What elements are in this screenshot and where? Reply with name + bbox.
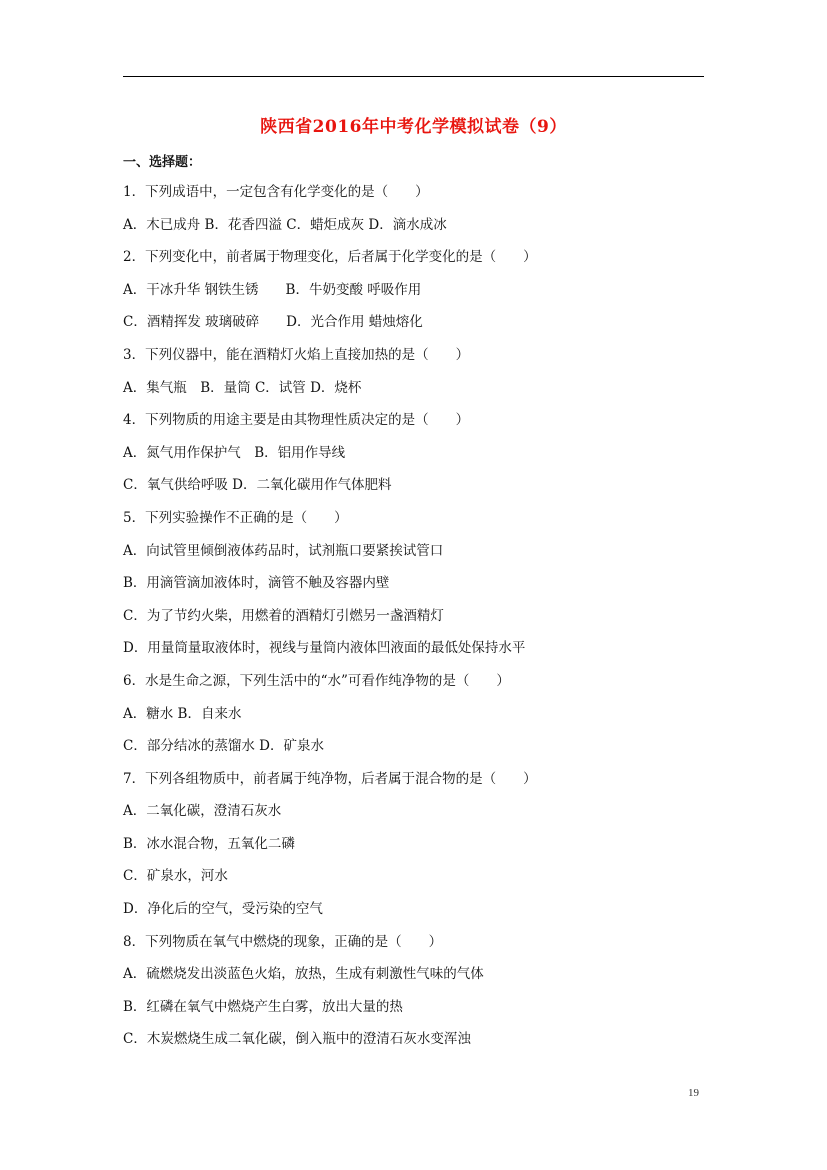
- option-line: A．木已成舟 B．花香四溢 C．蜡炬成灰 D．滴水成冰: [123, 216, 447, 233]
- page-title: 陕西省2016年中考化学模拟试卷（9）: [260, 117, 567, 137]
- option-line: C．为了节约火柴，用燃着的酒精灯引燃另一盏酒精灯: [123, 607, 444, 624]
- option-line: A．氮气用作保护气 B．铝用作导线: [123, 444, 346, 461]
- option-line: C．部分结冰的蒸馏水 D．矿泉水: [123, 738, 324, 755]
- option-line: A．糖水 B．自来水: [123, 705, 242, 722]
- option-line: C．矿泉水，河水: [123, 868, 228, 885]
- option-line: A．向试管里倾倒液体药品时，试剂瓶口要紧挨试管口: [123, 542, 444, 559]
- option-line: B．冰水混合物，五氧化二磷: [123, 835, 295, 852]
- section-heading: 一、选择题：: [123, 155, 202, 170]
- question-line: 6．水是生命之源，下列生活中的“水”可看作纯净物的是（ ）: [123, 672, 510, 689]
- question-line: 1．下列成语中，一定包含有化学变化的是（ ）: [123, 184, 429, 200]
- question-line: 8．下列物质在氧气中燃烧的现象，正确的是（ ）: [123, 933, 443, 950]
- question-line: 7．下列各组物质中，前者属于纯净物，后者属于混合物的是（ ）: [123, 770, 537, 787]
- question-list: [123, 183, 723, 1063]
- question-line: 5．下列实验操作不正确的是（ ）: [123, 509, 348, 526]
- page-number: 19: [688, 1087, 699, 1099]
- option-line: B．用滴管滴加液体时，滴管不触及容器内壁: [123, 575, 390, 592]
- question-line: 3．下列仪器中，能在酒精灯火焰上直接加热的是（ ）: [123, 346, 470, 363]
- option-line: C．木炭燃烧生成二氧化碳，倒入瓶中的澄清石灰水变浑浊: [123, 1031, 471, 1048]
- option-line: A．干冰升华 钢铁生锈 B．牛奶变酸 呼吸作用: [123, 281, 422, 298]
- option-line: A．二氧化碳，澄清石灰水: [123, 803, 282, 820]
- option-line: D．净化后的空气，受污染的空气: [123, 901, 323, 918]
- question-line: 2．下列变化中，前者属于物理变化，后者属于化学变化的是（ ）: [123, 249, 537, 266]
- option-line: C．氧气供给呼吸 D．二氧化碳用作气体肥料: [123, 477, 392, 494]
- header-rule: [123, 76, 704, 77]
- option-line: A．集气瓶 B．量筒 C．试管 D．烧杯: [123, 379, 362, 396]
- option-line: A．硫燃烧发出淡蓝色火焰，放热，生成有刺激性气味的气体: [123, 966, 484, 983]
- option-line: B．红磷在氧气中燃烧产生白雾，放出大量的热: [123, 998, 403, 1015]
- option-line: C．酒精挥发 玻璃破碎 D．光合作用 蜡烛熔化: [123, 314, 423, 331]
- question-line: 4．下列物质的用途主要是由其物理性质决定的是（ ）: [123, 412, 470, 429]
- option-line: D．用量筒量取液体时，视线与量筒内液体凹液面的最低处保持水平: [123, 640, 526, 657]
